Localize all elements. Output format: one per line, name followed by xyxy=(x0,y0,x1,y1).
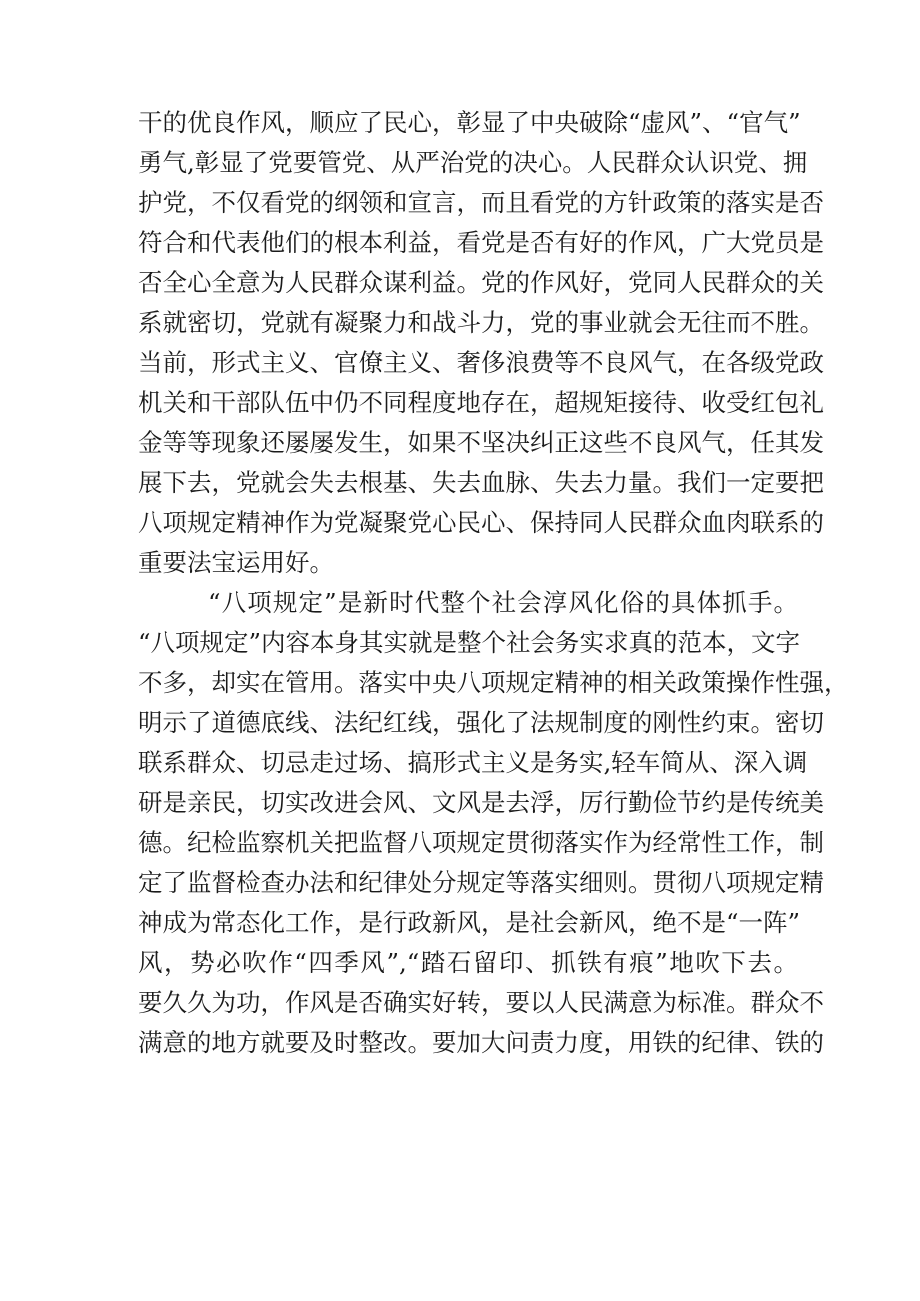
text-line: 八项规定精神作为党凝聚党心民心、保持同人民群众血肉联系的 xyxy=(138,508,824,537)
text-line: 当前，形式主义、官僚主义、奢侈浪费等不良风气，在各级党政 xyxy=(138,348,824,377)
text-line: 研是亲民，切实改进会风、文风是去浮，厉行勤俭节约是传统美 xyxy=(138,788,824,817)
text-line: 金等等现象还屡屡发生，如果不坚决纠正这些不良风气，任其发 xyxy=(138,428,824,457)
text-line: 干的优良作风，顺应了民心，彰显了中央破除“虚风”、“官气” xyxy=(138,108,801,137)
text-line: 神成为常态化工作，是行政新风，是社会新风，绝不是“一阵” xyxy=(138,908,801,937)
text-line: 满意的地方就要及时整改。要加大问责力度，用铁的纪律、铁的 xyxy=(138,1028,824,1057)
text-line: 德。纪检监察机关把监督八项规定贯彻落实作为经常性工作，制 xyxy=(138,828,824,857)
text-line: 否全心全意为人民群众谋利益。党的作风好，党同人民群众的关 xyxy=(138,268,824,297)
text-line: 联系群众、切忌走过场、搞形式主义是务实,轻车简从、深入调 xyxy=(138,748,808,777)
text-line: 定了监督检查办法和纪律处分规定等落实细则。贯彻八项规定精 xyxy=(138,868,824,897)
text-line: 不多，却实在管用。落实中央八项规定精神的相关政策操作性强， xyxy=(138,668,849,697)
text-line: “八项规定”是新时代整个社会淳风化俗的具体抓手。 xyxy=(208,588,798,617)
text-line: 风，势必吹作“四季风”,“踏石留印、抓铁有痕”地吹下去。 xyxy=(138,948,798,977)
text-line: 符合和代表他们的根本利益，看党是否有好的作风，广大党员是 xyxy=(138,228,824,257)
text-line: “八项规定”内容本身其实就是整个社会务实求真的范本，文字 xyxy=(138,628,801,657)
text-line: 要久久为功，作风是否确实好转，要以人民满意为标准。群众不 xyxy=(138,988,824,1017)
text-line: 系就密切，党就有凝聚力和战斗力，党的事业就会无往而不胜。 xyxy=(138,308,824,337)
text-line: 重要法宝运用好。 xyxy=(138,548,334,577)
text-line: 勇气,彰显了党要管党、从严治党的决心。人民群众认识党、拥 xyxy=(138,148,808,177)
text-line: 机关和干部队伍中仍不同程度地存在，超规矩接待、收受红包礼 xyxy=(138,388,824,417)
text-line: 展下去，党就会失去根基、失去血脉、失去力量。我们一定要把 xyxy=(138,468,824,497)
text-line: 明示了道德底线、法纪红线，强化了法规制度的刚性约束。密切 xyxy=(138,708,824,737)
text-line: 护党，不仅看党的纲领和宣言，而且看党的方针政策的落实是否 xyxy=(138,188,824,217)
